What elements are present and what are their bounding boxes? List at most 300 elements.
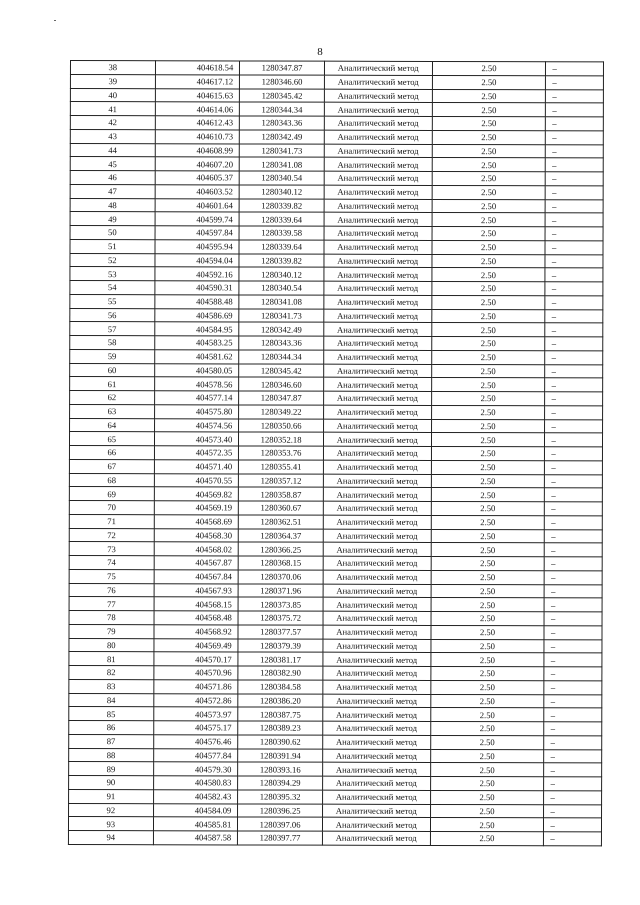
note-cell: –	[544, 708, 602, 722]
x-coordinate-cell: 404574.56	[154, 418, 239, 432]
x-coordinate-cell: 404599.74	[155, 212, 240, 226]
note-cell: –	[545, 584, 603, 598]
x-coordinate-cell: 404603.52	[155, 184, 240, 198]
table-row	[70, 267, 603, 282]
y-coordinate-cell: 1280377.57	[238, 625, 323, 639]
method-cell: Аналитический метод	[323, 666, 431, 680]
method-cell: Аналитический метод	[324, 144, 432, 158]
table-row	[70, 363, 603, 378]
y-coordinate-cell: 1280344.34	[239, 350, 324, 364]
note-cell: –	[544, 804, 602, 818]
error-cell: 2.50	[432, 130, 546, 144]
method-cell: Аналитический метод	[324, 212, 432, 226]
method-cell: Аналитический метод	[324, 89, 432, 103]
x-coordinate-cell: 404568.30	[154, 528, 239, 542]
note-cell: –	[544, 667, 602, 681]
table-row	[69, 734, 602, 749]
y-coordinate-cell: 1280352.18	[239, 432, 324, 446]
error-cell: 2.50	[430, 694, 544, 708]
method-cell: Аналитический метод	[323, 639, 431, 653]
y-coordinate-cell: 1280360.67	[239, 501, 324, 515]
table-row	[70, 198, 603, 213]
error-cell: 2.50	[431, 364, 545, 378]
note-cell: –	[546, 75, 604, 89]
x-coordinate-cell: 404571.86	[153, 679, 238, 693]
point-number-cell: 55	[70, 294, 155, 308]
table-row	[70, 116, 603, 131]
x-coordinate-cell: 404577.84	[153, 748, 238, 762]
y-coordinate-cell: 1280394.29	[238, 776, 323, 790]
method-cell: Аналитический метод	[324, 75, 432, 89]
point-number-cell: 82	[69, 665, 154, 679]
note-cell: –	[546, 172, 604, 186]
x-coordinate-cell: 404573.97	[153, 707, 238, 721]
point-number-cell: 48	[70, 198, 155, 212]
y-coordinate-cell: 1280379.39	[238, 638, 323, 652]
y-coordinate-cell: 1280347.87	[239, 391, 324, 405]
y-coordinate-cell: 1280368.15	[238, 556, 323, 570]
y-coordinate-cell: 1280346.60	[239, 377, 324, 391]
y-coordinate-cell: 1280389.23	[238, 721, 323, 735]
table-row	[70, 184, 603, 199]
method-cell: Аналитический метод	[323, 487, 431, 501]
table-row	[69, 542, 602, 557]
point-number-cell: 83	[69, 679, 154, 693]
error-cell: 2.50	[432, 185, 546, 199]
error-cell: 2.50	[431, 433, 545, 447]
coordinates-table-body	[68, 61, 603, 846]
note-cell: –	[544, 639, 602, 653]
point-number-cell: 49	[70, 212, 155, 226]
error-cell: 2.50	[431, 611, 545, 625]
point-number-cell: 38	[70, 61, 155, 75]
y-coordinate-cell: 1280391.94	[238, 748, 323, 762]
point-number-cell: 72	[69, 528, 154, 542]
y-coordinate-cell: 1280343.36	[239, 336, 324, 350]
y-coordinate-cell: 1280342.49	[239, 322, 324, 336]
y-coordinate-cell: 1280341.73	[239, 308, 324, 322]
note-cell: –	[546, 144, 604, 158]
table-row	[70, 322, 603, 337]
table-row	[69, 446, 602, 461]
point-number-cell: 46	[70, 171, 155, 185]
method-cell: Аналитический метод	[324, 171, 432, 185]
note-cell: –	[544, 818, 602, 832]
point-number-cell: 42	[70, 116, 155, 130]
note-cell: –	[545, 488, 603, 502]
method-cell: Аналитический метод	[323, 529, 431, 543]
note-cell: –	[545, 557, 603, 571]
x-coordinate-cell: 404570.96	[154, 666, 239, 680]
y-coordinate-cell: 1280384.58	[238, 680, 323, 694]
point-number-cell: 51	[70, 239, 155, 253]
x-coordinate-cell: 404579.30	[153, 762, 238, 776]
x-coordinate-cell: 404575.17	[153, 721, 238, 735]
error-cell: 2.50	[431, 460, 545, 474]
y-coordinate-cell: 1280344.34	[240, 102, 325, 116]
y-coordinate-cell: 1280366.25	[238, 542, 323, 556]
method-cell: Аналитический метод	[323, 432, 431, 446]
method-cell: Аналитический метод	[323, 474, 431, 488]
y-coordinate-cell: 1280390.62	[238, 735, 323, 749]
table-row	[69, 707, 602, 722]
table-row	[70, 308, 603, 323]
x-coordinate-cell: 404607.20	[155, 157, 240, 171]
point-number-cell: 92	[69, 803, 154, 817]
x-coordinate-cell: 404569.49	[154, 638, 239, 652]
x-coordinate-cell: 404583.25	[154, 336, 239, 350]
note-cell: –	[545, 323, 603, 337]
table-row	[70, 281, 603, 296]
x-coordinate-cell: 404595.94	[155, 239, 240, 253]
method-cell: Аналитический метод	[323, 542, 431, 556]
method-cell: Аналитический метод	[324, 254, 432, 268]
x-coordinate-cell: 404592.16	[155, 267, 240, 281]
error-cell: 2.50	[431, 570, 545, 584]
error-cell: 2.50	[432, 61, 546, 75]
note-cell: –	[544, 735, 602, 749]
y-coordinate-cell: 1280341.08	[239, 295, 324, 309]
x-coordinate-cell: 404571.40	[154, 459, 239, 473]
y-coordinate-cell: 1280382.90	[238, 666, 323, 680]
y-coordinate-cell: 1280339.82	[239, 198, 324, 212]
table-row	[69, 775, 602, 790]
x-coordinate-cell: 404575.80	[154, 404, 239, 418]
x-coordinate-cell: 404587.58	[153, 831, 238, 845]
error-cell: 2.50	[431, 529, 545, 543]
table-row	[68, 830, 601, 845]
note-cell: –	[544, 763, 602, 777]
table-row	[70, 74, 603, 89]
y-coordinate-cell: 1280373.85	[238, 597, 323, 611]
table-row	[69, 762, 602, 777]
method-cell: Аналитический метод	[323, 446, 431, 460]
error-cell: 2.50	[431, 598, 545, 612]
error-cell: 2.50	[431, 350, 545, 364]
table-row	[69, 597, 602, 612]
y-coordinate-cell: 1280362.51	[239, 515, 324, 529]
note-cell: –	[544, 749, 602, 763]
error-cell: 2.50	[431, 391, 545, 405]
y-coordinate-cell: 1280339.82	[239, 253, 324, 267]
point-number-cell: 52	[70, 253, 155, 267]
x-coordinate-cell: 404588.48	[154, 294, 239, 308]
point-number-cell: 74	[69, 555, 154, 569]
error-cell: 2.50	[432, 75, 546, 89]
error-cell: 2.50	[431, 336, 545, 350]
table-row	[69, 514, 602, 529]
table-row	[70, 129, 603, 144]
method-cell: Аналитический метод	[324, 226, 432, 240]
x-coordinate-cell: 404586.69	[154, 308, 239, 322]
method-cell: Аналитический метод	[324, 199, 432, 213]
point-number-cell: 66	[69, 446, 154, 460]
error-cell: 2.50	[430, 776, 544, 790]
table-row	[69, 610, 602, 625]
x-coordinate-cell: 404584.95	[154, 322, 239, 336]
note-cell: –	[545, 543, 603, 557]
table-row	[69, 789, 602, 804]
method-cell: Аналитический метод	[323, 515, 431, 529]
table-row	[70, 239, 603, 254]
method-cell: Аналитический метод	[323, 501, 431, 515]
method-cell: Аналитический метод	[323, 707, 431, 721]
error-cell: 2.50	[430, 790, 544, 804]
x-coordinate-cell: 404581.62	[154, 349, 239, 363]
method-cell: Аналитический метод	[324, 295, 432, 309]
x-coordinate-cell: 404582.43	[153, 789, 238, 803]
y-coordinate-cell: 1280395.32	[238, 790, 323, 804]
table-row	[70, 404, 603, 419]
error-cell: 2.50	[432, 226, 546, 240]
error-cell: 2.50	[431, 543, 545, 557]
point-number-cell: 50	[70, 226, 155, 240]
coordinates-table	[68, 60, 604, 846]
error-cell: 2.50	[432, 254, 546, 268]
error-cell: 2.50	[430, 721, 544, 735]
point-number-cell: 77	[69, 597, 154, 611]
table-row	[69, 432, 602, 447]
x-coordinate-cell: 404570.55	[154, 473, 239, 487]
point-number-cell: 62	[70, 391, 155, 405]
method-cell: Аналитический метод	[323, 405, 431, 419]
point-number-cell: 91	[69, 789, 154, 803]
point-number-cell: 69	[69, 487, 154, 501]
x-coordinate-cell: 404568.69	[154, 514, 239, 528]
note-cell: –	[545, 570, 603, 584]
method-cell: Аналитический метод	[324, 309, 432, 323]
table-row	[70, 349, 603, 364]
note-cell: –	[545, 378, 603, 392]
method-cell: Аналитический метод	[324, 336, 432, 350]
error-cell: 2.50	[430, 749, 544, 763]
y-coordinate-cell: 1280341.73	[240, 143, 325, 157]
table-row	[70, 212, 603, 227]
point-number-cell: 44	[70, 143, 155, 157]
note-cell: –	[544, 694, 602, 708]
page-number: 8	[317, 46, 323, 58]
y-coordinate-cell: 1280357.12	[239, 473, 324, 487]
note-cell: –	[545, 419, 603, 433]
table-row	[70, 88, 603, 103]
method-cell: Аналитический метод	[323, 570, 431, 584]
point-number-cell: 75	[69, 569, 154, 583]
error-cell: 2.50	[431, 625, 545, 639]
y-coordinate-cell: 1280340.12	[239, 185, 324, 199]
y-coordinate-cell: 1280364.37	[239, 528, 324, 542]
x-coordinate-cell: 404594.04	[155, 253, 240, 267]
method-cell: Аналитический метод	[324, 116, 432, 130]
x-coordinate-cell: 404601.64	[155, 198, 240, 212]
x-coordinate-cell: 404580.83	[153, 776, 238, 790]
note-cell: –	[546, 89, 604, 103]
note-cell: –	[545, 350, 603, 364]
y-coordinate-cell: 1280371.96	[238, 583, 323, 597]
x-coordinate-cell: 404569.82	[154, 487, 239, 501]
point-number-cell: 65	[69, 432, 154, 446]
note-cell: –	[545, 502, 603, 516]
table-row	[68, 817, 601, 832]
y-coordinate-cell: 1280387.75	[238, 707, 323, 721]
table-row	[69, 652, 602, 667]
y-coordinate-cell: 1280339.64	[239, 240, 324, 254]
table-row	[69, 487, 602, 502]
note-cell: –	[546, 130, 604, 144]
x-coordinate-cell: 404568.48	[154, 611, 239, 625]
y-coordinate-cell: 1280339.58	[239, 226, 324, 240]
note-cell: –	[546, 62, 604, 76]
point-number-cell: 64	[70, 418, 155, 432]
table-row	[69, 624, 602, 639]
error-cell: 2.50	[430, 831, 544, 845]
note-cell: –	[544, 680, 602, 694]
method-cell: Аналитический метод	[324, 130, 432, 144]
error-cell: 2.50	[431, 405, 545, 419]
note-cell: –	[544, 790, 602, 804]
x-coordinate-cell: 404585.81	[153, 817, 238, 831]
point-number-cell: 40	[70, 88, 155, 102]
error-cell: 2.50	[431, 556, 545, 570]
error-cell: 2.50	[430, 666, 544, 680]
method-cell: Аналитический метод	[322, 831, 430, 845]
note-cell: –	[545, 474, 603, 488]
table-row	[70, 61, 603, 76]
point-number-cell: 60	[70, 363, 155, 377]
error-cell: 2.50	[430, 680, 544, 694]
x-coordinate-cell: 404573.40	[154, 432, 239, 446]
note-cell: –	[544, 625, 602, 639]
point-number-cell: 79	[69, 624, 154, 638]
note-cell: –	[545, 309, 603, 323]
point-number-cell: 81	[69, 652, 154, 666]
error-cell: 2.50	[430, 708, 544, 722]
y-coordinate-cell: 1280343.36	[240, 116, 325, 130]
y-coordinate-cell: 1280345.42	[240, 88, 325, 102]
y-coordinate-cell: 1280341.08	[239, 157, 324, 171]
point-number-cell: 71	[69, 514, 154, 528]
x-coordinate-cell: 404610.73	[155, 129, 240, 143]
table-row	[70, 294, 603, 309]
point-number-cell: 61	[70, 377, 155, 391]
note-cell: –	[545, 447, 603, 461]
note-cell: –	[544, 612, 602, 626]
note-cell: –	[545, 405, 603, 419]
point-number-cell: 59	[70, 349, 155, 363]
point-number-cell: 89	[69, 762, 154, 776]
note-cell: –	[544, 653, 602, 667]
x-coordinate-cell: 404580.05	[154, 363, 239, 377]
note-cell: –	[546, 117, 604, 131]
x-coordinate-cell: 404612.43	[155, 116, 240, 130]
method-cell: Аналитический метод	[324, 377, 432, 391]
method-cell: Аналитический метод	[324, 281, 432, 295]
table-row	[69, 569, 602, 584]
x-coordinate-cell: 404617.12	[155, 74, 240, 88]
error-cell: 2.50	[432, 89, 546, 103]
point-number-cell: 78	[69, 610, 154, 624]
point-number-cell: 47	[70, 184, 155, 198]
point-number-cell: 90	[69, 775, 154, 789]
point-number-cell: 76	[69, 583, 154, 597]
point-number-cell: 87	[69, 734, 154, 748]
table-row	[70, 102, 603, 117]
point-number-cell: 57	[70, 322, 155, 336]
scan-speck	[54, 20, 56, 21]
error-cell: 2.50	[432, 144, 546, 158]
method-cell: Аналитический метод	[322, 790, 430, 804]
table-row	[70, 171, 603, 186]
error-cell: 2.50	[431, 488, 545, 502]
table-row	[69, 473, 602, 488]
x-coordinate-cell: 404569.19	[154, 501, 239, 515]
method-cell: Аналитический метод	[324, 364, 432, 378]
error-cell: 2.50	[432, 158, 546, 172]
y-coordinate-cell: 1280346.60	[240, 75, 325, 89]
table-row	[70, 157, 603, 172]
x-coordinate-cell: 404572.35	[154, 446, 239, 460]
point-number-cell: 88	[69, 748, 154, 762]
point-number-cell: 70	[69, 500, 154, 514]
method-cell: Аналитический метод	[324, 391, 432, 405]
error-cell: 2.50	[430, 735, 544, 749]
error-cell: 2.50	[431, 419, 545, 433]
error-cell: 2.50	[431, 501, 545, 515]
table-row	[69, 693, 602, 708]
point-number-cell: 39	[70, 74, 155, 88]
x-coordinate-cell: 404567.84	[154, 569, 239, 583]
method-cell: Аналитический метод	[323, 556, 431, 570]
x-coordinate-cell: 404578.56	[154, 377, 239, 391]
y-coordinate-cell: 1280340.54	[239, 171, 324, 185]
point-number-cell: 45	[70, 157, 155, 171]
method-cell: Аналитический метод	[323, 460, 431, 474]
point-number-cell: 53	[70, 267, 155, 281]
error-cell: 2.50	[431, 268, 545, 282]
method-cell: Аналитический метод	[322, 817, 430, 831]
note-cell: –	[545, 282, 603, 296]
error-cell: 2.50	[432, 240, 546, 254]
error-cell: 2.50	[431, 446, 545, 460]
y-coordinate-cell: 1280393.16	[238, 762, 323, 776]
point-number-cell: 73	[69, 542, 154, 556]
note-cell: –	[544, 832, 602, 846]
x-coordinate-cell: 404568.92	[154, 624, 239, 638]
point-number-cell: 56	[70, 308, 155, 322]
error-cell: 2.50	[431, 309, 545, 323]
y-coordinate-cell: 1280397.77	[238, 831, 323, 845]
note-cell: –	[545, 460, 603, 474]
point-number-cell: 93	[68, 817, 153, 831]
note-cell: –	[546, 185, 604, 199]
note-cell: –	[545, 254, 603, 268]
x-coordinate-cell: 404576.46	[153, 734, 238, 748]
x-coordinate-cell: 404615.63	[155, 88, 240, 102]
y-coordinate-cell: 1280339.64	[239, 212, 324, 226]
x-coordinate-cell: 404608.99	[155, 143, 240, 157]
error-cell: 2.50	[432, 199, 546, 213]
point-number-cell: 54	[70, 281, 155, 295]
point-number-cell: 41	[70, 102, 155, 116]
method-cell: Аналитический метод	[323, 721, 431, 735]
error-cell: 2.50	[432, 103, 546, 117]
table-row	[69, 803, 602, 818]
method-cell: Аналитический метод	[323, 419, 431, 433]
note-cell: –	[545, 515, 603, 529]
note-cell: –	[544, 722, 602, 736]
y-coordinate-cell: 1280349.22	[239, 405, 324, 419]
error-cell: 2.50	[430, 818, 544, 832]
method-cell: Аналитический метод	[323, 597, 431, 611]
